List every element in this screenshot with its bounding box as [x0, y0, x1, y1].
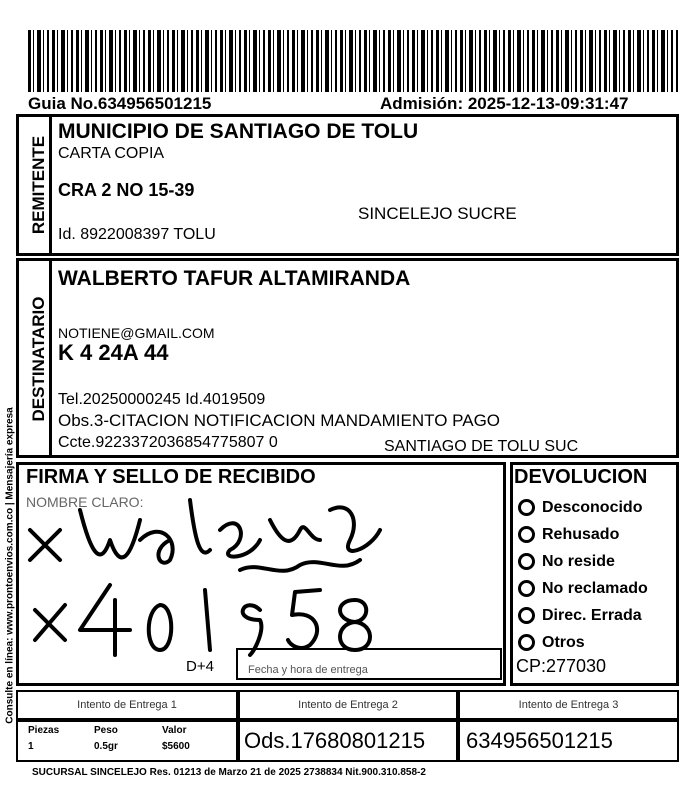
peso-label: Peso [94, 725, 118, 736]
remitente-label: REMITENTE [29, 135, 48, 235]
valor-value: $5600 [162, 741, 190, 752]
guia-number-bottom: 634956501215 [466, 728, 613, 753]
option-desconocido[interactable] [518, 494, 648, 521]
remitente-line2: CARTA COPIA [58, 145, 165, 162]
remitente-name: MUNICIPIO DE SANTIAGO DE TOLU [58, 120, 419, 143]
radio-circle-icon [518, 634, 535, 651]
destinatario-label: DESTINATARIO [29, 296, 48, 422]
destinatario-address: K 4 24A 44 [58, 340, 169, 365]
radio-circle-icon [518, 499, 535, 516]
barcode [28, 30, 678, 92]
remitente-id: Id. 8922008397 TOLU [58, 226, 216, 243]
intento-1-label: Intento de Entrega 1 [77, 699, 177, 711]
radio-circle-icon [518, 607, 535, 624]
piezas-label: Piezas [28, 725, 60, 736]
destinatario-tel: Tel.20250000245 Id.4019509 [58, 391, 266, 408]
option-otros[interactable] [518, 629, 648, 656]
option-label: No reclamado [542, 579, 648, 597]
option-label: Otros [542, 633, 585, 651]
option-no-reside[interactable] [518, 548, 648, 575]
d4-label: D+4 [186, 658, 214, 675]
option-rehusado[interactable] [518, 521, 648, 548]
intento-2-label: Intento de Entrega 2 [298, 699, 398, 711]
devolucion-title: DEVOLUCION [514, 466, 648, 488]
guia-number: Guia No.634956501215 [28, 94, 212, 113]
cp-code: CP:277030 [516, 656, 607, 676]
footer-text: SUCURSAL SINCELEJO Res. 01213 de Marzo 21 de 2025 2738834 Nit.900.310.858-2 [32, 767, 426, 778]
option-direc-errada[interactable] [518, 602, 648, 629]
firma-title: FIRMA Y SELLO DE RECIBIDO [26, 466, 316, 488]
destinatario-ccte: Ccte.9223372036854775807 0 [58, 434, 278, 451]
option-label: Desconocido [542, 498, 643, 516]
devolucion-options [518, 494, 648, 656]
peso-value: 0.5gr [94, 741, 118, 752]
option-label: No reside [542, 552, 615, 570]
destinatario-city: SANTIAGO DE TOLU SUC [384, 438, 579, 455]
option-label: Direc. Errada [542, 606, 642, 624]
option-label: Rehusado [542, 525, 620, 543]
valor-label: Valor [162, 725, 187, 736]
fecha-label: Fecha y hora de entrega [248, 664, 368, 676]
radio-circle-icon [518, 553, 535, 570]
remitente-address: CRA 2 NO 15-39 [58, 180, 195, 200]
intento-3-label: Intento de Entrega 3 [518, 699, 619, 711]
destinatario-name: WALBERTO TAFUR ALTAMIRANDA [58, 267, 411, 290]
radio-circle-icon [518, 580, 535, 597]
piezas-value: 1 [28, 741, 34, 752]
destinatario-obs: Obs.3-CITACION NOTIFICACION MANDAMIENTO PAGO [58, 411, 501, 430]
radio-circle-icon [518, 526, 535, 543]
remitente-city: SINCELEJO SUCRE [358, 204, 517, 223]
ods-number: Ods.17680801215 [244, 728, 426, 753]
side-website-text: Consulte en línea: www.prontoenvios.com.co | Mensajería expresa [4, 407, 16, 724]
nombre-claro-label: NOMBRE CLARO: [26, 494, 144, 510]
admision-date: Admisión: 2025-12-13-09:31:47 [380, 94, 629, 113]
destinatario-email: NOTIENE@GMAIL.COM [58, 325, 215, 341]
option-no-reclamado[interactable] [518, 575, 648, 602]
